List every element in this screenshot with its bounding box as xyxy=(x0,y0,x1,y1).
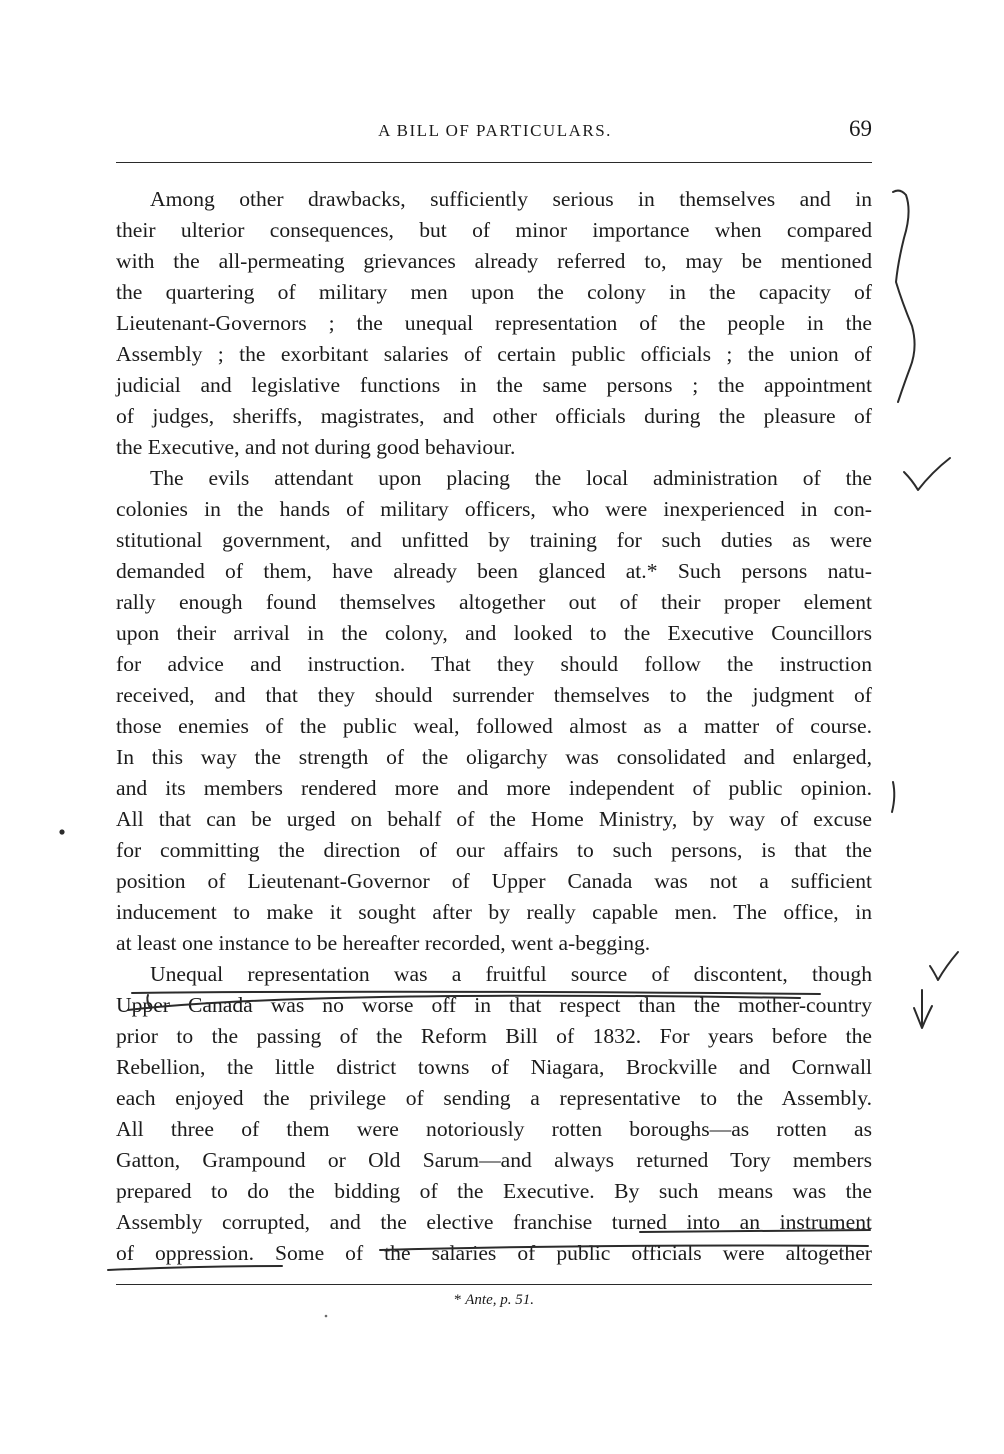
text-line: Rebellion, the little district towns of Niagara, Brockville and Cornwall xyxy=(116,1055,872,1079)
check-mark-2 xyxy=(930,952,958,980)
text-line: judicial and legislative functions in the same persons ; the appointment xyxy=(116,373,872,397)
text-line: Assembly corrupted, and the elective franchise turned into an instrument xyxy=(116,1210,872,1234)
text-line: inducement to make it sought after by really capable men. The office, in xyxy=(116,900,872,924)
text-line: rally enough found themselves altogether out of their proper element xyxy=(116,590,872,614)
footnote-rule xyxy=(116,1284,872,1285)
text-line: Upper Canada was no worse off in that respect than the mother-country xyxy=(116,993,872,1017)
text-line: and its members rendered more and more independent of public opinion. xyxy=(116,776,872,800)
text-line: Unequal representation was a fruitful source of discontent, though xyxy=(150,962,872,986)
text-line: stitutional government, and unfitted by training for such duties as were xyxy=(116,528,872,552)
text-line: received, and that they should surrender themselves to the judgment of xyxy=(116,683,872,707)
text-line: their ulterior consequences, but of minor importance when compared xyxy=(116,218,872,242)
footnote-text: Ante, p. 51. xyxy=(465,1292,534,1308)
text-line: All that can be urged on behalf of the Home Ministry, by way of excuse xyxy=(116,807,872,831)
text-line: prepared to do the bidding of the Executive. By such means was the xyxy=(116,1179,872,1203)
text-line: the quartering of military men upon the colony in the capacity of xyxy=(116,280,872,304)
down-arrow-mark xyxy=(914,990,932,1028)
text-line: at least one instance to be hereafter recorded, went a-begging. xyxy=(116,931,651,955)
pencil-mark-small xyxy=(892,782,894,812)
text-line: for committing the direction of our affairs to such persons, is that the xyxy=(116,838,872,862)
text-line: those enemies of the public weal, followed almost as a matter of course. xyxy=(116,714,872,738)
header-rule xyxy=(116,162,872,163)
text-line: with the all-permeating grievances already referred to, may be mentioned xyxy=(116,249,872,273)
text-line: All three of them were notoriously rotten boroughs—as rotten as xyxy=(116,1117,872,1141)
page-number: 69 xyxy=(849,116,872,141)
text-line: colonies in the hands of military officers, who were inexperienced in con- xyxy=(116,497,872,521)
text-line: Lieutenant-Governors ; the unequal representation of the people in the xyxy=(116,311,872,335)
text-line: prior to the passing of the Reform Bill of 1832. For years before the xyxy=(116,1024,872,1048)
text-line: position of Lieutenant-Governor of Upper Canada was not a sufficient xyxy=(116,869,872,893)
paragraph-2 xyxy=(116,463,872,959)
running-title: A BILL OF PARTICULARS. xyxy=(378,121,612,140)
stray-dot xyxy=(325,1315,328,1318)
text-line: In this way the strength of the oligarchy was consolidated and enlarged, xyxy=(116,745,872,769)
text-line: demanded of them, have already been glanced at.* Such persons natu- xyxy=(116,559,872,583)
paragraph-1 xyxy=(116,184,872,463)
text-line: each enjoyed the privilege of sending a representative to the Assembly. xyxy=(116,1086,872,1110)
text-line: of judges, sheriffs, magistrates, and other officials during the pleasure of xyxy=(116,404,872,428)
body-text xyxy=(116,184,872,1269)
text-line: Assembly ; the exorbitant salaries of certain public officials ; the union of xyxy=(116,342,872,366)
text-line: Gatton, Grampound or Old Sarum—and always returned Tory members xyxy=(116,1148,872,1172)
footnote-marker: * xyxy=(454,1292,462,1308)
text-line: for advice and instruction. That they should follow the instruction xyxy=(116,652,872,676)
text-line: The evils attendant upon placing the local administration of the xyxy=(150,466,872,490)
paragraph-3 xyxy=(116,959,872,1269)
text-line: upon their arrival in the colony, and looked to the Executive Councillors xyxy=(116,621,872,645)
footnote xyxy=(116,1292,872,1309)
running-head xyxy=(116,116,874,146)
text-line: Among other drawbacks, sufficiently serious in themselves and in xyxy=(150,187,872,211)
stray-dot xyxy=(59,829,64,834)
margin-bracket-mark xyxy=(893,191,915,402)
text-line: the Executive, and not during good behaviour. xyxy=(116,435,516,459)
check-mark-1 xyxy=(904,458,950,490)
text-line: of oppression. Some of the salaries of public officials were altogether xyxy=(116,1241,872,1265)
